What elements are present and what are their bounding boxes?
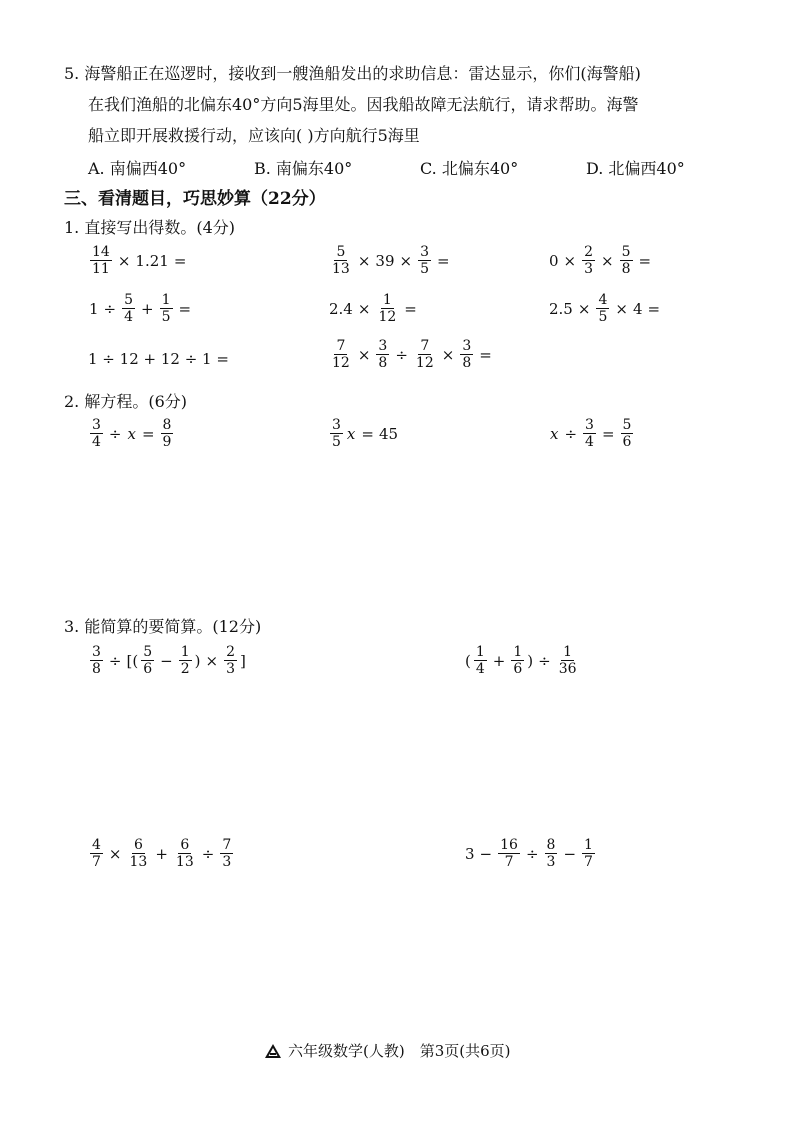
fraction: $\frac{3}{5}$ xyxy=(420,244,429,277)
fraction: $\frac{4}{5}$ xyxy=(598,292,608,325)
q5-option-d: D. 北偏西40° xyxy=(586,159,685,178)
fraction: $\frac{1}{5}$ xyxy=(161,292,171,325)
fraction: $\frac{3}{8}$ xyxy=(92,644,101,677)
fraction: $\frac{5}{4}$ xyxy=(124,292,134,325)
fraction: $\frac{16}{7}$ xyxy=(500,837,518,870)
fraction: $\frac{4}{7}$ xyxy=(92,837,101,870)
part2-title: 2. 解方程。(6分) xyxy=(64,392,188,411)
part3-expr-4: 3 − $\frac{16}{7}$ ÷ $\frac{8}{3}$ − $\frac{1}{7}$ xyxy=(465,837,593,870)
fraction: $\frac{8}{9}$ xyxy=(162,417,172,450)
part1-expr-7: 1 ÷ 12 + 12 ÷ 1 = xyxy=(88,350,229,368)
fraction: $\frac{3}{4}$ xyxy=(92,417,101,450)
part1-expr-5: 2.4 × $\frac{1}{12}$ = xyxy=(329,292,417,325)
part3-title: 3. 能简算的要简算。(12分) xyxy=(64,617,262,636)
q5-line2: 在我们渔船的北偏东40°方向5海里处。因我船故障无法航行，请求帮助。海警 xyxy=(88,95,639,114)
fraction: $\frac{7}{12}$ xyxy=(415,338,434,371)
fraction: $\frac{1}{6}$ xyxy=(513,644,523,677)
fraction: $\frac{2}{3}$ xyxy=(584,244,594,277)
part2-equation-2: $\frac{3}{5}$ x = 45 xyxy=(332,417,399,450)
fraction: $\frac{3}{4}$ xyxy=(585,417,594,450)
part1-expr-6: 2.5 × $\frac{4}{5}$ × 4 = xyxy=(549,292,661,325)
section3-title: 三、看清题目，巧思妙算（22分） xyxy=(64,189,326,209)
part1-expr-2: $\frac{5}{13}$ × 39 × $\frac{3}{5}$ = xyxy=(332,244,450,277)
fraction: $\frac{3}{5}$ xyxy=(332,417,341,450)
part1-expr-8: $\frac{7}{12}$ × $\frac{3}{8}$ ÷ $\frac{7}{12}$ × $\frac{3}{8}$ = xyxy=(332,338,492,371)
fraction: $\frac{3}{8}$ xyxy=(378,338,388,371)
fraction: $\frac{2}{3}$ xyxy=(226,644,235,677)
fraction: $\frac{3}{8}$ xyxy=(462,338,472,371)
fraction: $\frac{5}{8}$ xyxy=(621,244,631,277)
part2-equation-1: $\frac{3}{4}$ ÷ x = $\frac{8}{9}$ xyxy=(92,417,172,450)
q5-option-a: A. 南偏西40° xyxy=(88,159,187,178)
fraction: $\frac{1}{12}$ xyxy=(378,292,397,325)
fraction: $\frac{7}{3}$ xyxy=(222,837,232,870)
part1-expr-4: 1 ÷ $\frac{5}{4}$ + $\frac{1}{5}$ = xyxy=(89,292,192,325)
q5-line3: 船立即开展救援行动，应该向( )方向航行5海里 xyxy=(88,126,420,145)
q5-line1: 5. 海警船正在巡逻时，接收到一艘渔船发出的求助信息：雷达显示，你们(海警船) xyxy=(64,64,641,83)
fraction: $\frac{8}{3}$ xyxy=(546,837,556,870)
fraction: $\frac{1}{7}$ xyxy=(584,837,593,870)
part1-title: 1. 直接写出得数。(4分) xyxy=(64,218,236,237)
q5-option-b: B. 南偏东40° xyxy=(254,159,353,178)
part1-expr-1: $\frac{14}{11}$ × 1.21 = xyxy=(92,244,187,277)
fraction: $\frac{14}{11}$ xyxy=(92,244,110,277)
part3-expr-2: ( $\frac{1}{4}$ + $\frac{1}{6}$ ) ÷ $\frac{1}{36}$ xyxy=(465,644,577,677)
fraction: $\frac{6}{13}$ xyxy=(129,837,148,870)
page-footer xyxy=(264,1040,511,1061)
publisher-logo-icon xyxy=(264,1043,282,1059)
fraction: $\frac{5}{13}$ xyxy=(332,244,350,277)
fraction: $\frac{1}{36}$ xyxy=(558,644,577,677)
part2-equation-3: x ÷ $\frac{3}{4}$ = $\frac{5}{6}$ xyxy=(550,417,632,450)
fraction: $\frac{1}{2}$ xyxy=(180,644,190,677)
fraction: $\frac{7}{12}$ xyxy=(332,338,350,371)
q5-option-c: C. 北偏东40° xyxy=(420,159,519,178)
fraction: $\frac{1}{4}$ xyxy=(475,644,485,677)
part1-expr-3: 0 × $\frac{2}{3}$ × $\frac{5}{8}$ = xyxy=(549,244,652,277)
part3-expr-1: $\frac{3}{8}$ ÷ [( $\frac{5}{6}$ − $\frac{1}{2}$ ) × $\frac{2}{3}$ ] xyxy=(92,644,246,677)
fraction: $\frac{6}{13}$ xyxy=(175,837,194,870)
fraction: $\frac{5}{6}$ xyxy=(622,417,632,450)
footer-text: 六年级数学(人教) 第3页(共6页) xyxy=(288,1042,511,1060)
part3-expr-3: $\frac{4}{7}$ × $\frac{6}{13}$ + $\frac{6}{13}$ ÷ $\frac{7}{3}$ xyxy=(92,837,232,870)
fraction: $\frac{5}{6}$ xyxy=(143,644,153,677)
